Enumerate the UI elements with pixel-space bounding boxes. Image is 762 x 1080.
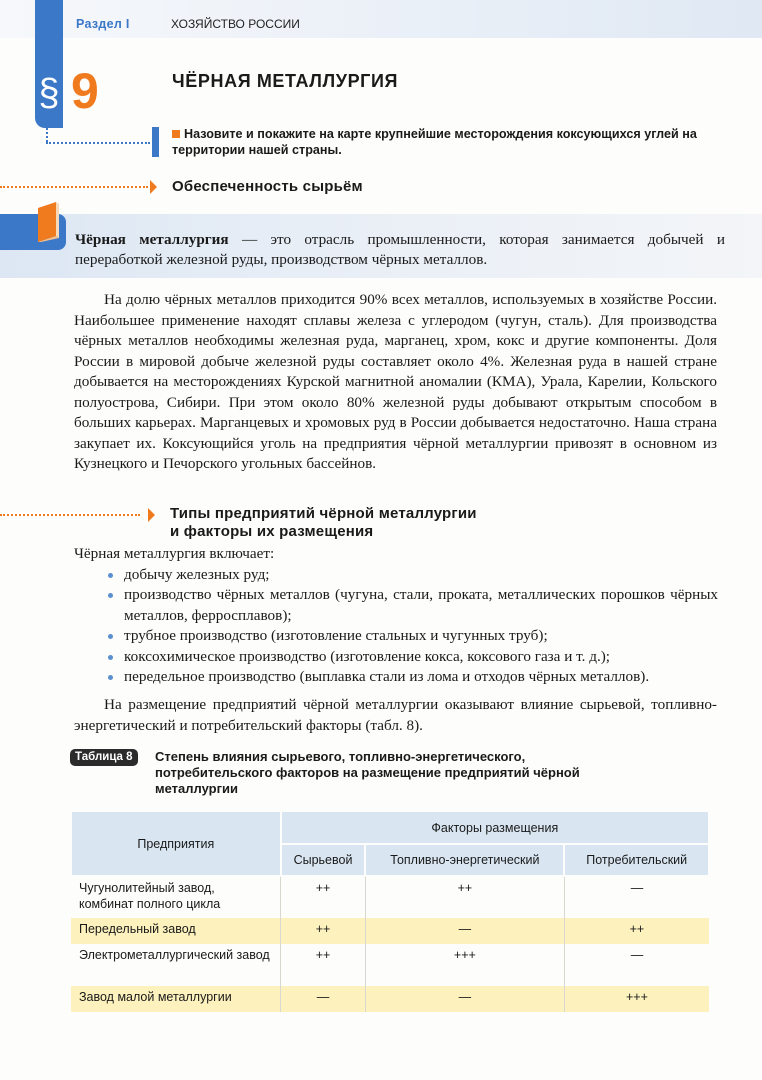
definition-term: Чёрная металлургия: [75, 231, 229, 248]
cell-value: +++: [365, 944, 564, 986]
dotted-leader: [46, 142, 150, 144]
table-caption: Степень влияния сырьевого, топливно-энергетического, потребительского факторов на размещение предприятий чёрной металлургии: [155, 749, 580, 796]
table-row: [71, 918, 709, 944]
row-label: Передельный завод: [71, 918, 281, 944]
row-label: Чугунолитейный завод, комбинат полного цикла: [71, 876, 281, 918]
table-row: [71, 986, 709, 1012]
row-label: Завод малой металлургии: [71, 986, 281, 1012]
list-item: трубное производство (изготовление стальных и чугунных труб);: [106, 626, 718, 646]
list-item: производство чёрных металлов (чугуна, стали, проката, металлических порошков чёрных металлов, ферросплавов);: [106, 585, 718, 626]
list-intro: Чёрная металлургия включает:: [74, 545, 275, 562]
section-heading-types: [170, 505, 477, 541]
section-heading-supply: Обеспеченность сырьём: [172, 178, 363, 195]
factors-table: [70, 810, 710, 1012]
book-icon: [34, 200, 60, 242]
heading-line: Типы предприятий чёрной металлургии: [170, 505, 477, 522]
dotted-leader: [0, 186, 148, 188]
column-header: Потребительский: [564, 844, 709, 876]
closing-paragraph: На размещение предприятий чёрной металлургии оказывают влияние сырьевой, топливно-энергетический и потребительский факторы (табл. 8).: [74, 696, 717, 734]
section-title: ХОЗЯЙСТВО РОССИИ: [171, 17, 300, 31]
arrow-right-icon: [150, 180, 157, 194]
cell-value: ++: [281, 918, 366, 944]
table-badge: Таблица 8: [70, 749, 138, 766]
table-row: [71, 876, 709, 918]
column-header: Топливно-энергетический: [365, 844, 564, 876]
paragraph-sign-icon: §: [38, 72, 60, 114]
row-label: Электрометаллургический завод: [71, 944, 281, 986]
column-header: Сырьевой: [281, 844, 366, 876]
paragraph-number: 9: [71, 63, 99, 119]
question-marker: [152, 127, 159, 157]
cell-value: —: [365, 918, 564, 944]
cell-value: ++: [564, 918, 709, 944]
section-label: Раздел I: [76, 17, 130, 31]
header-enterprise: Предприятия: [71, 811, 281, 876]
bullet-list: [106, 565, 718, 687]
cell-value: —: [365, 986, 564, 1012]
list-item: передельное производство (выплавка стали из лома и отходов чёрных металлов).: [106, 667, 718, 687]
cell-value: ++: [281, 876, 366, 918]
chapter-title: ЧЁРНАЯ МЕТАЛЛУРГИЯ: [172, 71, 399, 91]
list-item: добычу железных руд;: [106, 565, 718, 585]
header-factors: Факторы размещения: [281, 811, 709, 844]
cell-value: —: [281, 986, 366, 1012]
list-item: коксохимическое производство (изготовление кокса, коксового газа и т. д.);: [106, 647, 718, 667]
cell-value: ++: [365, 876, 564, 918]
cell-value: —: [564, 944, 709, 986]
question-text: [172, 126, 732, 158]
square-bullet-icon: [172, 130, 180, 138]
cell-value: —: [564, 876, 709, 918]
definition-body: — это отрасль промышленности, которая занимается добычей и переработкой железной руды, производством чёрных металлов.: [75, 231, 725, 268]
heading-line: и факторы их размещения: [170, 523, 374, 540]
arrow-right-icon: [148, 508, 155, 522]
question-label: Назовите и покажите на карте крупнейшие месторождения коксующихся углей на территории нашей страны.: [172, 127, 697, 157]
dotted-leader: [46, 128, 48, 142]
body-paragraph: На долю чёрных металлов приходится 90% всех металлов, используемых в хозяйстве России. Наибольшее применение находят сплавы железа с углеродом (чугун, сталь). Для производства чёрных металлов необходимы железная руда, марганец, хром, кокс и другие компоненты. Доля России в мировой добыче железной руды составляет около 4%. Железная руда в нашей стране добывается на месторождениях Курской магнитной аномалии (КМА), Урала, Карелии, Кольского полуострова, Сибири. При этом около 80% железной руды добывают открытым способом в больших карьерах. Марганцевых и хромовых руд в России добывается недостаточно. Наша страна закупает их. Коксующийся уголь на предприятия чёрной металлургии привозят в основном из Кузнецкого и Печорского угольных бассейнов.: [74, 291, 717, 472]
table-row: [71, 944, 709, 986]
cell-value: +++: [564, 986, 709, 1012]
dotted-leader: [0, 514, 140, 516]
cell-value: ++: [281, 944, 366, 986]
definition-text: [75, 230, 725, 270]
